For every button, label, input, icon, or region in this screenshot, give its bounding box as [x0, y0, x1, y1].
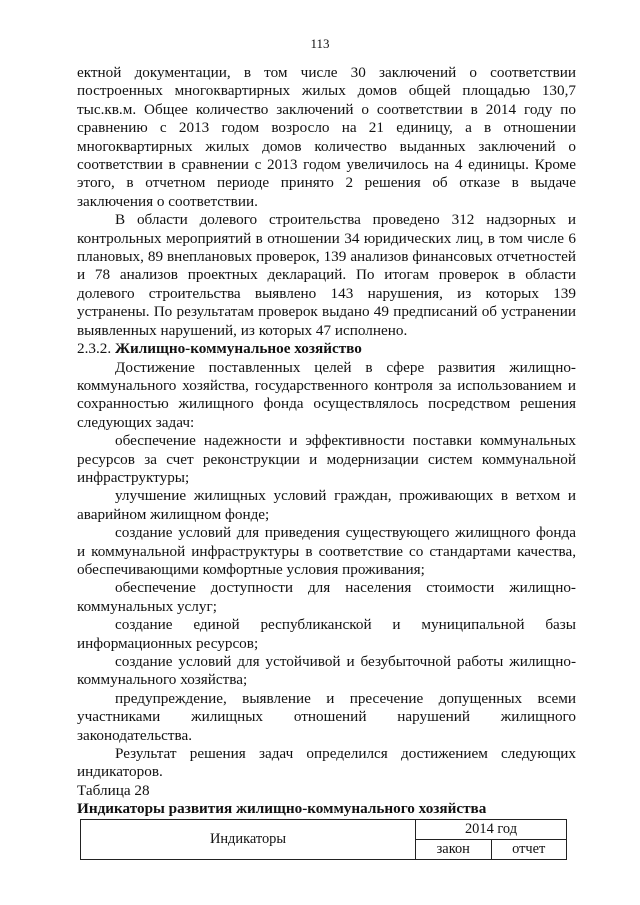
- paragraph-intro: Достижение поставленных целей в сфере развития жилищно-коммунального хозяйства, государственного контроля за использованием и сохранностью жилищного фонда осуществлялось посредством решения следующих задач:: [77, 358, 576, 431]
- document-body: [77, 64, 576, 860]
- paragraph-continuation: ектной документации, в том числе 30 заключений о соответствии построенных многоквартирных жилых домов общей площадью 130,7 тыс.кв.м. Общее количество заключений о соответствии в 2014 году по сравнению с 2013 годом возросло на 21 единицу, а в отношении многоквартирных жилых домов количество выданных заключений о соответствии в сравнении с 2013 годом увеличилось на 4 единицы. Кроме этого, в отчетном периоде принято 2 решения об отказе в выдаче заключения о соответствии.: [77, 64, 576, 210]
- header-year: 2014 год: [416, 819, 567, 839]
- table-label: Таблица 28: [77, 781, 150, 799]
- task-item: предупреждение, выявление и пресечение допущенных всеми участниками жилищных отношений нарушений жилищного законодательства.: [77, 689, 576, 744]
- task-item: создание условий для приведения существующего жилищного фонда и коммунальной инфраструктуры в соответствие со стандартами качества, обеспечивающими комфортные условия проживания;: [77, 524, 576, 578]
- page-number: 113: [310, 36, 330, 51]
- header-report: отчет: [491, 839, 567, 859]
- table-header-row: [81, 819, 567, 839]
- indicators-table: [80, 819, 567, 860]
- paragraph-shared-construction: В области долевого строительства проведено 312 надзорных и контрольных мероприятий в отношении 34 юридических лиц, в том числе 6 плановых, 89 внеплановых проверок, 139 анализов финансовых отчетностей и 78 анализов проектных деклараций. По итогам проверок в области долевого строительства выявлено 143 нарушения, из которых 139 устранены. По результатам проверок выдано 49 предписаний об устранении выявленных нарушений, из которых 47 исполнено.: [77, 211, 576, 339]
- task-item: обеспечение надежности и эффективности поставки коммунальных ресурсов за счет реконструкции и модернизации систем коммунальной инфраструктуры;: [77, 432, 576, 486]
- task-item: создание единой республиканской и муниципальной базы информационных ресурсов;: [77, 616, 576, 652]
- section-title: Жилищно-коммунальное хозяйство: [114, 340, 362, 358]
- task-item: создание условий для устойчивой и безубыточной работы жилищно-коммунального хозяйства;: [77, 653, 576, 689]
- header-plan: закон: [416, 839, 492, 859]
- table-title: Индикаторы развития жилищно-коммунального хозяйства: [77, 800, 487, 818]
- paragraph-result: Результат решения задач определился достижением следующих индикаторов.: [77, 745, 576, 781]
- header-indicators: Индикаторы: [81, 819, 416, 859]
- task-item: улучшение жилищных условий граждан, проживающих в ветхом и аварийном жилищном фонде;: [77, 487, 576, 523]
- section-heading: [77, 340, 576, 358]
- section-number: 2.3.2.: [77, 340, 115, 358]
- task-item: обеспечение доступности для населения стоимости жилищно-коммунальных услуг;: [77, 579, 576, 615]
